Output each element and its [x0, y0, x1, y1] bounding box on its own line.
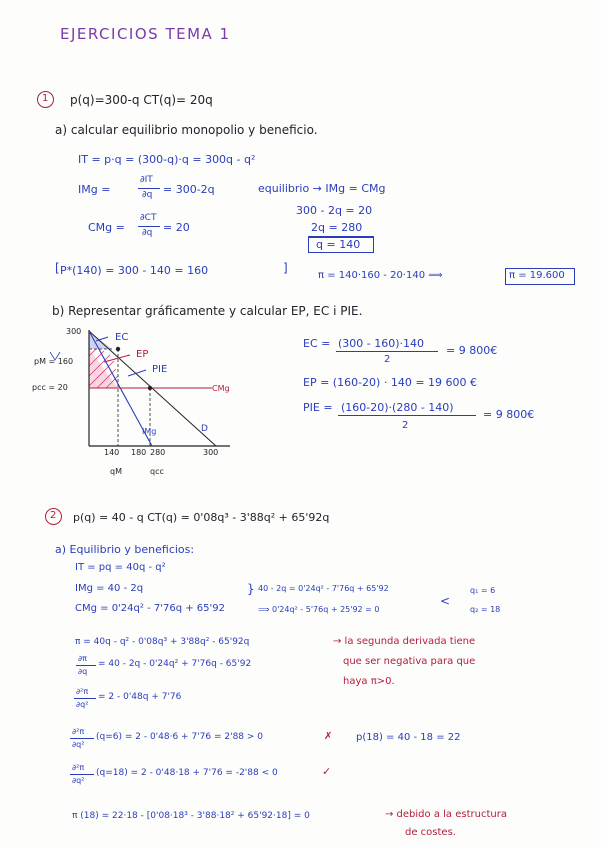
graph-x-tick-280: 280: [150, 448, 166, 457]
ex2-note-line-2: que ser negativa para que: [343, 656, 476, 667]
exercise-1-number: 1: [42, 93, 49, 104]
competitive-equilibrium-point: [148, 386, 152, 390]
ex2-first-derivative-denominator: ∂q: [78, 667, 88, 676]
ex2-eval-q6-bar: [70, 738, 94, 739]
ex2-quadratic: ⟹ 0'24q² - 5'76q + 25'92 = 0: [258, 605, 380, 614]
ex2-note-line-3: haya π>0.: [343, 676, 395, 687]
pie-label: PIE =: [303, 401, 333, 414]
monopoly-equilibrium-point: [116, 347, 120, 351]
ec-numerator: (300 - 160)·140: [338, 337, 425, 350]
ex2-profit-at-18: π (18) = 22·18 - [0'08·18³ - 3'88·18² + 65'92·18] = 0: [72, 811, 310, 821]
pie-fraction-bar: [338, 415, 476, 416]
ex1-profit-result: π = 19.600: [509, 270, 565, 281]
ex1-img-denominator: ∂q: [142, 190, 153, 200]
ex1-step-1: 300 - 2q = 20: [296, 204, 373, 217]
graph-x-tick-140: 140: [104, 448, 120, 457]
exercise-2-number: 2: [50, 510, 57, 521]
pie-denominator: 2: [402, 420, 409, 431]
ex2-second-derivative-numerator: ∂²π: [76, 687, 89, 696]
ex1-marginal-cost: = 20: [163, 221, 190, 234]
ex2-note-line-1: → la segunda derivada tiene: [333, 636, 476, 647]
graph-monopoly-price-label: pM = 160: [34, 357, 74, 366]
ex2-first-derivative-bar: [76, 665, 96, 666]
ex2-eval-q18: (q=18) = 2 - 0'48·18 + 7'76 = -2'88 < 0: [96, 768, 278, 778]
ex1-equilibrium-condition: equilibrio → IMg = CMg: [258, 182, 386, 195]
ex2-total-revenue: IT = pq = 40q - q²: [75, 562, 166, 573]
graph-ec-label: EC: [115, 332, 129, 343]
exercise-1-part-a-heading: a) calcular equilibrio monopolio y beneficio.: [55, 123, 318, 137]
pie-numerator: (160-20)·(280 - 140): [341, 401, 454, 414]
ex2-eval-q6-cross: ✗: [324, 731, 333, 742]
exercise-2-statement: p(q) = 40 - q CT(q) = 0'08q³ - 3'88q² + 65'92q: [73, 511, 330, 524]
ex2-second-derivative: = 2 - 0'48q + 7'76: [98, 692, 182, 702]
ex1-step-2: 2q = 280: [311, 221, 363, 234]
ex1-marginal-cost-label: CMg =: [88, 221, 125, 234]
pie-result: = 9 800€: [483, 408, 535, 421]
ex2-system-brace: }: [247, 582, 255, 596]
ex1-price-bracket-left: [: [55, 261, 60, 275]
ex1-profit-expression: π = 140·160 - 20·140 ⟹: [318, 270, 443, 281]
ex2-eval-q6-denominator: ∂q²: [72, 740, 85, 749]
ex1-marginal-revenue-label: IMg =: [78, 183, 111, 196]
ex2-eval-q6-numerator: ∂²π: [72, 727, 85, 736]
ex1-cmg-numerator: ∂CT: [140, 213, 157, 223]
ex1-monopoly-price: P*(140) = 300 - 140 = 160: [60, 264, 209, 277]
exercise-1-statement: p(q)=300-q CT(q)= 20q: [70, 93, 213, 107]
ex2-eval-q18-denominator: ∂q²: [72, 776, 85, 785]
ex2-solution-1: q₁ = 6: [470, 586, 496, 595]
ex2-system-equation: 40 - 2q = 0'24q² - 7'76q + 65'92: [258, 584, 389, 593]
ec-denominator: 2: [384, 354, 391, 365]
ex2-note-line-4: → debido a la estructura: [385, 809, 507, 820]
ex1-total-revenue: IT = p·q = (300-q)·q = 300q - q²: [78, 153, 256, 166]
ex2-second-derivative-bar: [74, 698, 96, 699]
ex1-equilibrium-quantity: q = 140: [316, 238, 361, 251]
graph-x-tick-180: 180: [131, 448, 147, 457]
ex2-marginal-cost: CMg = 0'24q² - 7'76q + 65'92: [75, 603, 225, 614]
ex2-note-line-5: de costes.: [405, 827, 456, 838]
graph-marginal-revenue-label: IMg: [142, 427, 157, 436]
ex1-cmg-denominator: ∂q: [142, 228, 153, 238]
graph-pie-label: PIE: [152, 364, 168, 375]
page-title: EJERCICIOS TEMA 1: [60, 25, 231, 43]
graph-y-intercept-label: 300: [66, 327, 82, 336]
graph-x-tick-qm: qM: [110, 467, 122, 476]
ex2-first-derivative-numerator: ∂π: [78, 654, 87, 663]
ex1-marginal-revenue: = 300-2q: [163, 183, 215, 196]
graph-x-tick-300: 300: [203, 448, 219, 457]
ex2-eval-q18-check: ✓: [322, 765, 332, 778]
ex2-eval-q18-numerator: ∂²π: [72, 763, 85, 772]
ex2-marginal-revenue: IMg = 40 - 2q: [75, 583, 144, 594]
ex1-img-numerator: ∂IT: [140, 175, 153, 185]
ex2-eval-q18-bar: [70, 774, 94, 775]
graph-demand-label: D: [201, 424, 208, 434]
ex2-solutions-brace: <: [440, 594, 451, 608]
graph-marginal-cost-label: CMg: [212, 384, 230, 393]
exercise-1-part-b-heading: b) Representar gráficamente y calcular EP, EC i PIE.: [52, 304, 363, 318]
exercise-2-part-a-heading: a) Equilibrio y beneficios:: [55, 543, 195, 556]
ex2-price-at-18: p(18) = 40 - 18 = 22: [356, 732, 461, 743]
ex2-second-derivative-denominator: ∂q²: [76, 700, 89, 709]
ep-formula: EP = (160-20) · 140 = 19 600 €: [303, 376, 478, 389]
ec-fraction-bar: [336, 351, 438, 352]
ex2-profit-function: π = 40q - q² - 0'08q³ + 3'88q² - 65'92q: [75, 637, 250, 647]
ec-label: EC =: [303, 337, 331, 350]
ex2-first-derivative: = 40 - 2q - 0'24q² + 7'76q - 65'92: [98, 659, 252, 669]
graph-competitive-price-label: pcc = 20: [32, 383, 68, 392]
ex2-solution-2: q₂ = 18: [470, 605, 501, 614]
graph-x-tick-qcc: qcc: [150, 467, 164, 476]
graph-ep-label: EP: [136, 349, 149, 360]
ex2-eval-q6: (q=6) = 2 - 0'48·6 + 7'76 = 2'88 > 0: [96, 732, 264, 742]
ex1-price-bracket-right: ]: [283, 261, 288, 275]
ec-result: = 9 800€: [446, 344, 498, 357]
